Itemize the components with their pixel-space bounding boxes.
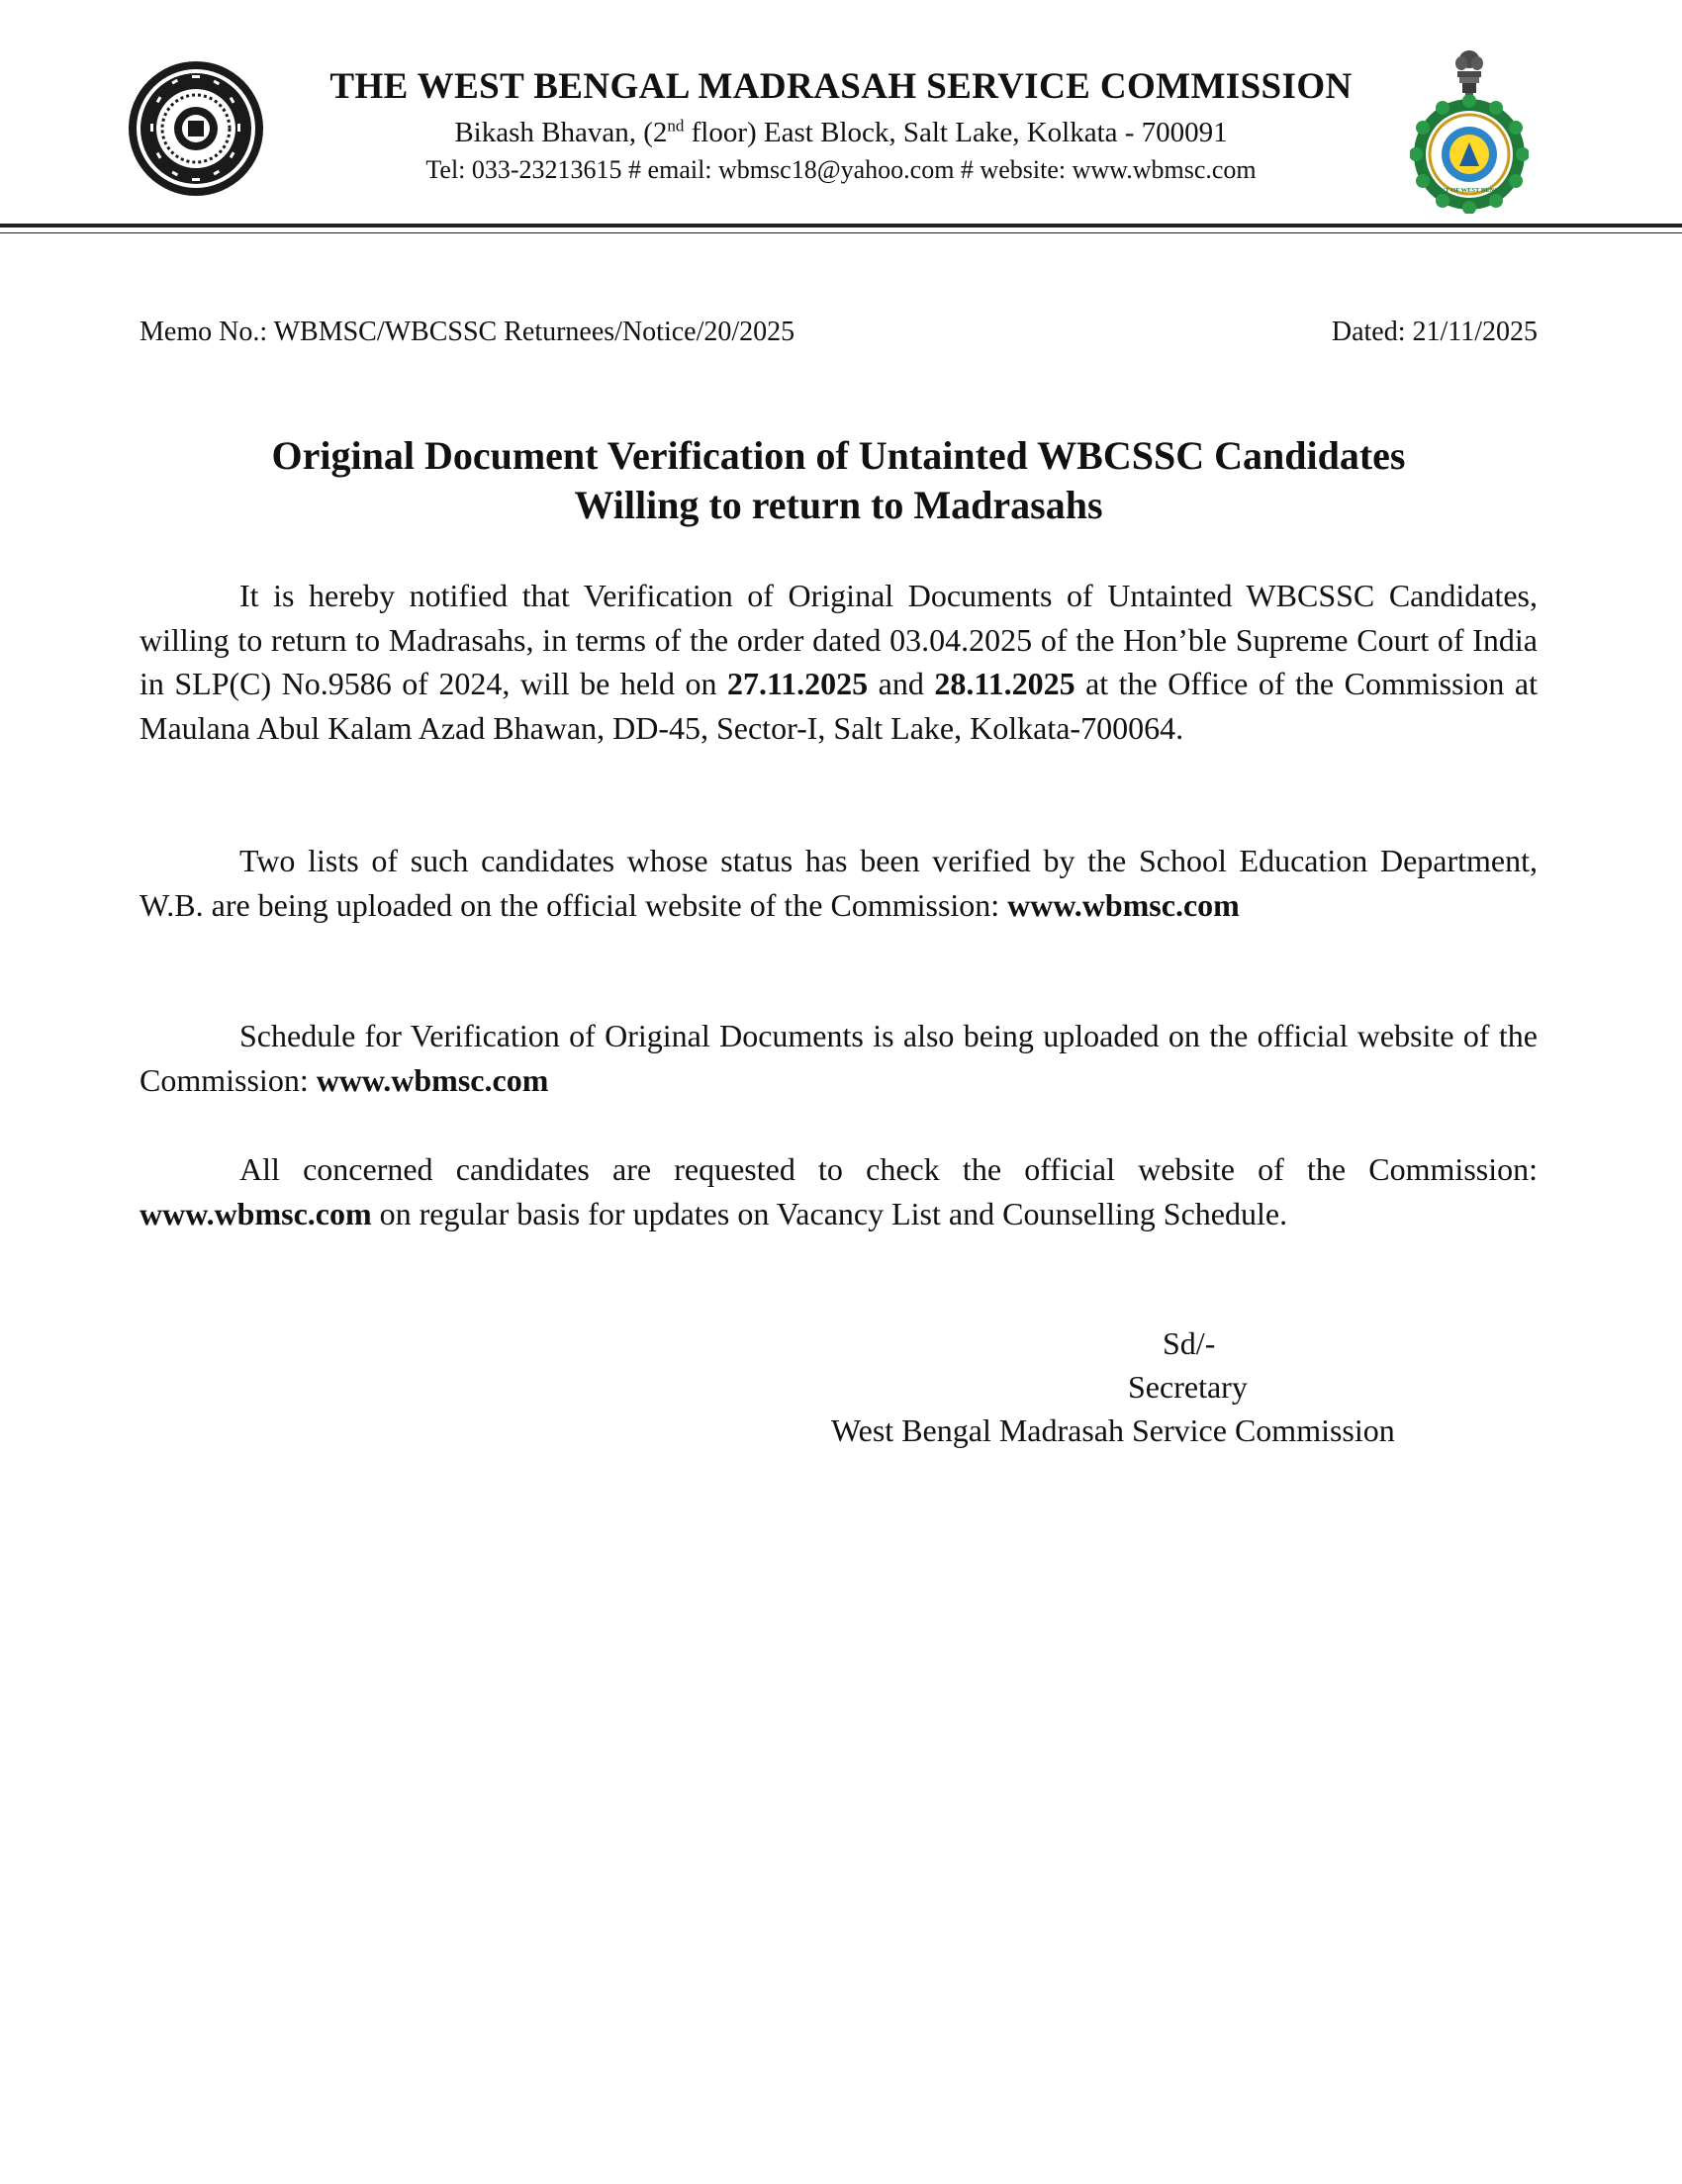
- organization-address: [277, 113, 1405, 152]
- signature-organization: West Bengal Madrasah Service Commission: [831, 1412, 1395, 1448]
- p1-text-c: at the Office of the Commission at Maulana Abul Kalam Azad Bhawan, DD-45, Sector-I, Salt Lake, Kolkata-700064.: [140, 666, 1539, 746]
- paragraph-candidate-lists: [140, 839, 1538, 927]
- paragraph-verification-dates: [140, 574, 1538, 750]
- p1-text-a: It is hereby notified that Verification of Original Documents of Untainted WBCSSC Candidates, willing to return to Madrasahs, in terms of the order dated 03.04.2025 of the Hon’ble Supreme Court of India in SLP(C) No.9586 of 2024, will be held on: [140, 578, 1538, 701]
- p4-text-a: All concerned candidates are requested to check the official website of the Commission:: [239, 1151, 1538, 1187]
- verification-date-2: 28.11.2025: [934, 666, 1075, 701]
- emblem-text: GOVT OF WEST BENGAL: [1430, 187, 1509, 194]
- subject-line-2: Willing to return to Madrasahs: [574, 483, 1103, 527]
- memo-date: Dated: 21/11/2025: [1331, 317, 1538, 347]
- subject-line-1: Original Document Verification of Untainted WBCSSC Candidates: [271, 433, 1406, 478]
- signature-sd: Sd/-: [1163, 1325, 1216, 1361]
- paragraph-schedule: [140, 1014, 1538, 1102]
- signature-block: [831, 1321, 1538, 1452]
- paragraph-check-website: [140, 1147, 1538, 1235]
- signature-designation: Secretary: [1128, 1369, 1248, 1405]
- website-link[interactable]: www.wbmsc.com: [316, 1061, 549, 1098]
- notice-subject: [140, 431, 1538, 530]
- header-divider-thick: [0, 224, 1682, 228]
- verification-date-1: 27.11.2025: [726, 666, 869, 701]
- p3-text: Schedule for Verification of Original Documents is also being uploaded on the official website of the Commission:: [140, 1018, 1538, 1098]
- wbmsc-seal-icon: [127, 59, 265, 198]
- p1-text-b: and: [868, 666, 935, 701]
- website-link[interactable]: www.wbmsc.com: [140, 1195, 372, 1231]
- website-link[interactable]: www.wbmsc.com: [1007, 886, 1240, 923]
- p4-text-b: on regular basis for updates on Vacancy List and Counselling Schedule.: [371, 1195, 1288, 1231]
- address-superscript: nd: [667, 116, 685, 136]
- p2-text: Two lists of such candidates whose status has been verified by the School Education Department, W.B. are being uploaded on the official website of the Commission:: [140, 843, 1538, 923]
- organization-title: THE WEST BENGAL MADRASAH SERVICE COMMISSION: [329, 66, 1353, 107]
- memo-number: Memo No.: WBMSC/WBCSSC Returnees/Notice/20/2025: [140, 317, 795, 347]
- memo-line: [140, 315, 1538, 350]
- organization-contact: Tel: 033-23213615 # email: wbmsc18@yahoo.com # website: www.wbmsc.com: [425, 155, 1257, 184]
- address-part-2: floor) East Block, Salt Lake, Kolkata - 700091: [684, 117, 1228, 148]
- address-part-1: Bikash Bhavan, (2: [454, 117, 668, 148]
- govt-of-west-bengal-emblem-icon: [1410, 95, 1529, 214]
- letterhead: [277, 65, 1405, 188]
- header-divider-thin: [0, 232, 1682, 233]
